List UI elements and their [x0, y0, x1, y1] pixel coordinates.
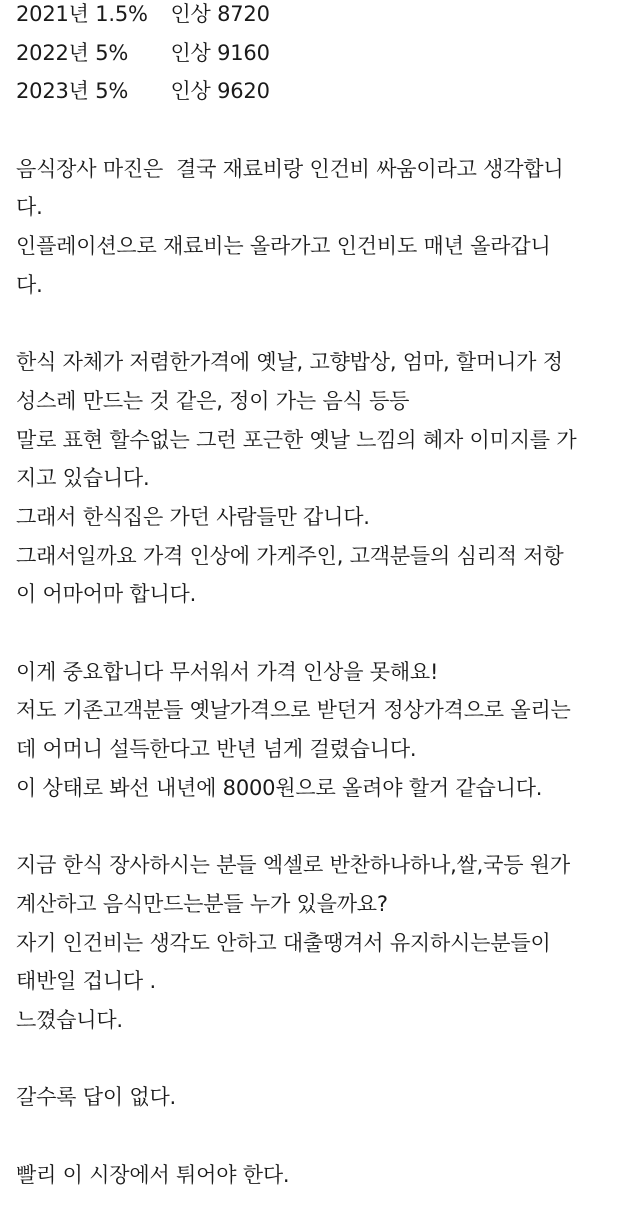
text-line: 태반일 겁니다 .	[16, 969, 156, 994]
wage-row	[16, 72, 626, 111]
text-line: 지금 한식 장사하시는 분들 엑셀로 반찬하나하나,쌀,국등 원가	[16, 853, 570, 878]
blank-line	[16, 614, 626, 653]
text-line: 다.	[16, 272, 43, 297]
blank-line	[16, 1117, 626, 1156]
wage-year-pct	[16, 0, 151, 34]
wage-value: 8720	[217, 2, 270, 26]
text-line: 이게 중요합니다 무서워서 가격 인상을 못해요!	[16, 659, 439, 684]
text-line: 갈수록 답이 없다.	[16, 1085, 177, 1110]
text-line: 그래서 한식집은 가던 사람들만 갑니다.	[16, 504, 370, 529]
wage-row	[16, 34, 626, 73]
text-line: 음식장사 마진은 결국 재료비랑 인건비 싸움이라고 생각합니	[16, 156, 564, 181]
text-line: 자기 인건비는 생각도 안하고 대출땡겨서 유지하시는분들이	[16, 930, 551, 955]
text-line: 계산하고 음식만드는분들 누가 있을까요?	[16, 891, 388, 916]
post-body	[16, 0, 626, 1194]
wage-value: 9160	[217, 40, 270, 65]
text-line: 인플레이션으로 재료비는 올라가고 인건비도 매년 올라갑니	[16, 234, 551, 259]
text-line: 그래서일까요 가격 인상에 가게주인, 고객분들의 심리적 저항	[16, 543, 564, 568]
wage-pct: 5%	[95, 79, 129, 104]
text-line: 성스레 만드는 것 같은, 정이 가는 음식 등등	[16, 388, 410, 413]
text-line: 다.	[16, 195, 43, 220]
wage-label: 인상	[170, 40, 211, 65]
blank-line	[16, 1040, 626, 1079]
wage-label: 인상	[170, 2, 211, 26]
text-line: 빨리 이 시장에서 튀어야 한다.	[16, 1162, 290, 1187]
wage-year-pct	[16, 34, 151, 73]
wage-year: 2022년	[16, 40, 89, 65]
text-line: 한식 자체가 저렴한가격에 옛날, 고향밥상, 엄마, 할머니가 정	[16, 350, 563, 375]
wage-row	[16, 0, 626, 34]
blank-line	[16, 111, 626, 150]
wage-value: 9620	[217, 79, 270, 104]
wage-year: 2021년	[16, 2, 89, 26]
wage-year: 2023년	[16, 79, 89, 104]
blank-line	[16, 305, 626, 344]
wage-pct: 5%	[95, 40, 129, 65]
wage-label: 인상	[170, 79, 211, 104]
text-line: 말로 표현 할수없는 그런 포근한 옛날 느낌의 혜자 이미지를 가	[16, 427, 577, 452]
wage-year-pct	[16, 72, 151, 111]
text-line: 지고 있습니다.	[16, 466, 150, 491]
text-line: 데 어머니 설득한다고 반년 넘게 걸렸습니다.	[16, 737, 417, 762]
blank-line	[16, 807, 626, 846]
text-line: 저도 기존고객분들 옛날가격으로 받던거 정상가격으로 올리는	[16, 698, 571, 723]
text-line: 이 상태로 봐선 내년에 8000원으로 올려야 할거 같습니다.	[16, 775, 543, 800]
text-line: 느꼈습니다.	[16, 1007, 123, 1032]
text-line: 이 어마어마 합니다.	[16, 582, 197, 607]
wage-pct: 1.5%	[95, 2, 148, 26]
